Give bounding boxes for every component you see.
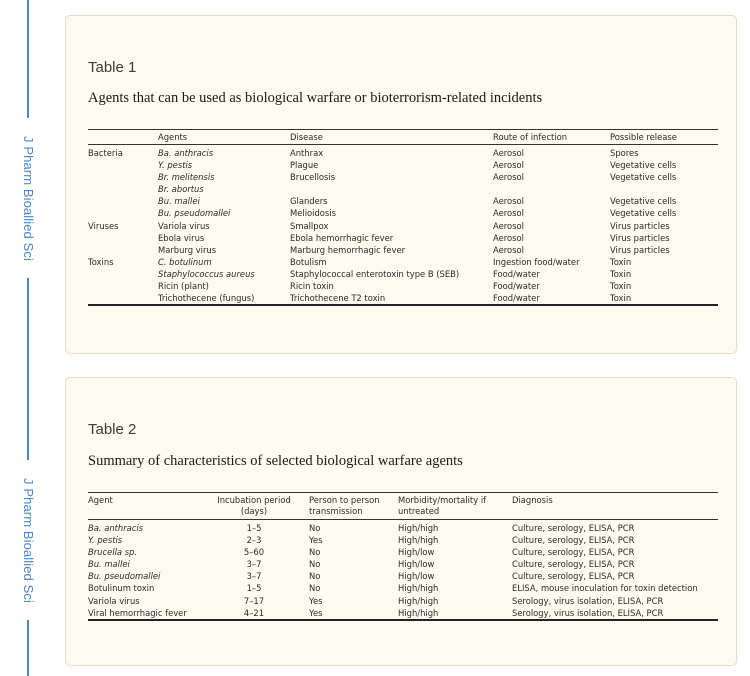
route-cell: Aerosol [493, 244, 524, 255]
release-cell: Toxin [610, 281, 632, 292]
release-cell: Vegetative cells [610, 172, 677, 183]
header-incubation [214, 495, 294, 517]
category-cell: Viruses [88, 220, 119, 231]
header-morbidity-line-1: Morbidity/mortality if [398, 495, 487, 505]
journal-label-text: J Pharm Bioallied Sci [20, 477, 36, 603]
table-1-body [88, 145, 718, 306]
table-2-header [88, 492, 718, 520]
disease-cell: Ricin toxin [290, 281, 334, 292]
route-cell: Aerosol [493, 172, 524, 183]
table-row [88, 183, 718, 195]
table-2-caption: Summary of characteristics of selected biological warfare agents [88, 453, 463, 469]
table-2-card[interactable] [65, 377, 737, 666]
agent-cell: Variola virus [88, 595, 140, 606]
agent-cell: Trichothecene (fungus) [158, 293, 255, 304]
route-cell: Aerosol [493, 208, 524, 219]
header-incubation-line-2: (days) [240, 506, 268, 516]
table-row [88, 280, 718, 292]
p2p-cell: Yes [309, 535, 323, 546]
diagnosis-cell: ELISA, mouse inoculation for toxin detection [512, 583, 698, 594]
p2p-cell: No [309, 523, 321, 533]
agent-cell: Ricin (plant) [158, 281, 209, 292]
agent-cell: Y. pestis [158, 160, 193, 171]
disease-cell: Ebola hemorrhagic fever [290, 232, 394, 243]
release-cell: Vegetative cells [610, 208, 677, 219]
table-row [88, 558, 718, 570]
agent-cell: Y. pestis [88, 535, 123, 546]
agent-cell: Br. abortus [158, 184, 204, 195]
morbidity-cell: High/high [398, 535, 439, 546]
table-row [88, 159, 718, 171]
incubation-cell: 7–17 [243, 595, 265, 606]
morbidity-cell: High/high [398, 583, 439, 594]
p2p-cell: No [309, 583, 321, 594]
header-incubation-line-1: Incubation period [217, 495, 291, 505]
diagnosis-cell: Serology, virus isolation, ELISA, PCR [512, 607, 664, 618]
morbidity-cell: High/high [398, 523, 439, 533]
journal-label-1[interactable] [6, 118, 50, 278]
morbidity-cell: High/high [398, 595, 439, 606]
category-cell: Bacteria [88, 148, 123, 158]
table-2-title[interactable]: Table 2 [88, 421, 137, 438]
release-cell: Vegetative cells [610, 196, 677, 207]
agent-cell: Variola virus [158, 220, 210, 231]
table-row [88, 232, 718, 244]
agent-cell: Ba. anthracis [158, 148, 214, 158]
table-row [88, 147, 718, 159]
disease-cell: Staphylococcal enterotoxin type B (SEB) [290, 268, 460, 279]
header-agents: Agents [158, 132, 188, 142]
morbidity-cell: High/low [398, 571, 435, 582]
diagnosis-cell: Serology, virus isolation, ELISA, PCR [512, 595, 664, 606]
diagnosis-cell: Culture, serology, ELISA, PCR [512, 547, 635, 558]
table-2-body [88, 520, 718, 621]
disease-cell: Trichothecene T2 toxin [290, 293, 386, 304]
table-row [88, 546, 718, 558]
release-cell: Toxin [610, 256, 632, 267]
table-row [88, 522, 718, 534]
route-cell: Aerosol [493, 160, 524, 171]
agent-cell: Brucella sp. [88, 547, 138, 558]
disease-cell: Marburg hemorrhagic fever [290, 244, 406, 255]
table-row [88, 534, 718, 546]
table-row [88, 256, 718, 268]
table-row [88, 195, 718, 207]
agent-cell: Br. melitensis [158, 172, 215, 183]
route-cell: Aerosol [493, 232, 524, 243]
diagnosis-cell: Culture, serology, ELISA, PCR [512, 559, 635, 570]
release-cell: Spores [610, 148, 639, 158]
agent-cell: Ba. anthracis [88, 523, 144, 533]
incubation-cell: 1–5 [246, 523, 262, 533]
incubation-cell: 3–7 [246, 559, 262, 570]
release-cell: Virus particles [610, 232, 670, 243]
release-cell: Vegetative cells [610, 160, 677, 171]
agent-cell: Bu. pseudomallei [88, 571, 161, 582]
agent-cell: Bu. mallei [88, 559, 130, 570]
route-cell: Aerosol [493, 196, 524, 207]
table-row [88, 207, 718, 219]
diagnosis-cell: Culture, serology, ELISA, PCR [512, 523, 635, 533]
agent-cell: C. botulinum [158, 256, 212, 267]
route-cell: Food/water [493, 293, 540, 304]
header-p2p-line-2: transmission [309, 506, 363, 516]
morbidity-cell: High/low [398, 559, 435, 570]
disease-cell: Botulism [290, 256, 327, 267]
header-route: Route of infection [493, 132, 568, 142]
agent-cell: Bu. mallei [158, 196, 200, 207]
table-row [88, 570, 718, 582]
table-row [88, 220, 718, 232]
route-cell: Aerosol [493, 220, 524, 231]
p2p-cell: No [309, 559, 321, 570]
disease-cell: Smallpox [290, 220, 329, 231]
table-1-header [88, 129, 718, 145]
release-cell: Toxin [610, 268, 632, 279]
incubation-cell: 1–5 [246, 583, 262, 594]
table-row [88, 292, 718, 304]
route-cell: Food/water [493, 281, 540, 292]
header-morbidity-line-2: untreated [398, 506, 440, 516]
p2p-cell: No [309, 571, 321, 582]
release-cell: Virus particles [610, 244, 670, 255]
agent-cell: Marburg virus [158, 244, 217, 255]
agent-cell: Viral hemorrhagic fever [88, 607, 187, 618]
release-cell: Virus particles [610, 220, 670, 231]
table-row [88, 582, 718, 594]
route-cell: Aerosol [493, 148, 524, 158]
incubation-cell: 3–7 [246, 571, 262, 582]
table-1-card[interactable] [65, 15, 737, 354]
table-row [88, 244, 718, 256]
table-row [88, 595, 718, 607]
header-release: Possible release [610, 132, 677, 142]
agent-cell: Bu. pseudomallei [158, 208, 231, 219]
table-row [88, 607, 718, 619]
header-p2p [309, 495, 380, 517]
p2p-cell: Yes [309, 595, 323, 606]
header-diagnosis: Diagnosis [512, 495, 553, 505]
table-row [88, 171, 718, 183]
release-cell: Toxin [610, 293, 632, 304]
disease-cell: Plague [290, 160, 319, 171]
header-agent: Agent [88, 495, 113, 505]
header-disease: Disease [290, 132, 323, 142]
morbidity-cell: High/low [398, 547, 435, 558]
table-1-caption: Agents that can be used as biological warfare or bioterrorism-related incidents [88, 90, 543, 106]
table-1-title[interactable]: Table 1 [88, 59, 137, 76]
table-row [88, 268, 718, 280]
incubation-cell: 5–60 [243, 547, 265, 558]
incubation-cell: 4–21 [243, 607, 265, 618]
p2p-cell: Yes [309, 607, 323, 618]
route-cell: Food/water [493, 268, 540, 279]
incubation-cell: 2–3 [246, 535, 262, 546]
diagnosis-cell: Culture, serology, ELISA, PCR [512, 535, 635, 546]
route-cell: Ingestion food/water [493, 256, 580, 267]
disease-cell: Brucellosis [290, 172, 336, 183]
journal-label-2[interactable] [6, 460, 50, 620]
disease-cell: Melioidosis [290, 208, 336, 219]
journal-label-text: J Pharm Bioallied Sci [20, 135, 36, 261]
morbidity-cell: High/high [398, 607, 439, 618]
disease-cell: Anthrax [290, 148, 324, 158]
disease-cell: Glanders [290, 196, 328, 207]
table-2 [88, 492, 718, 621]
table-1 [88, 129, 718, 306]
agent-cell: Ebola virus [158, 232, 205, 243]
p2p-cell: No [309, 547, 321, 558]
diagnosis-cell: Culture, serology, ELISA, PCR [512, 571, 635, 582]
header-p2p-line-1: Person to person [309, 495, 380, 505]
agent-cell: Staphylococcus aureus [158, 268, 255, 279]
header-morbidity [398, 495, 486, 517]
category-cell: Toxins [88, 256, 114, 267]
agent-cell: Botulinum toxin [88, 583, 155, 594]
